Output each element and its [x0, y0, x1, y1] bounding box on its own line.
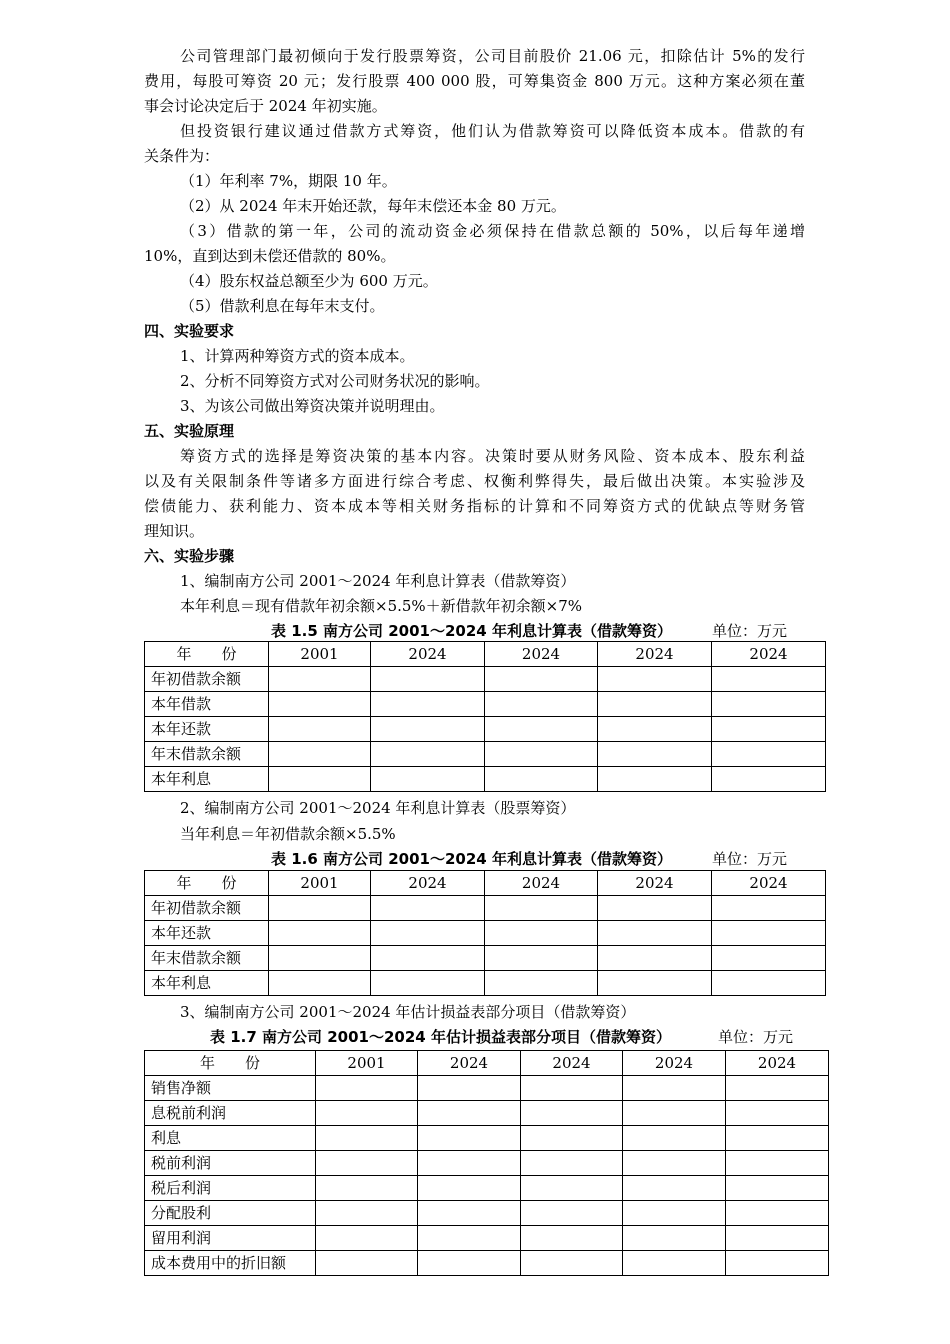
interest-table-stock [144, 870, 826, 996]
table-cell[interactable] [623, 1251, 726, 1276]
table-cell[interactable] [371, 767, 485, 792]
row-label: 税前利润 [145, 1151, 316, 1176]
table-cell[interactable] [485, 767, 598, 792]
table-cell[interactable] [521, 1101, 623, 1126]
table-row [145, 1151, 829, 1176]
header-cell: 2001 [269, 871, 371, 896]
table-cell[interactable] [726, 1201, 829, 1226]
table-cell[interactable] [521, 1226, 623, 1251]
table-cell[interactable] [371, 921, 485, 946]
table-cell[interactable] [269, 667, 371, 692]
table-cell[interactable] [418, 1201, 521, 1226]
table-cell[interactable] [485, 971, 598, 996]
table-cell[interactable] [598, 717, 712, 742]
requirement-item: 2、分析不同筹资方式对公司财务状况的影响。 [180, 372, 490, 390]
condition-item: （3）借款的第一年，公司的流动资金必须保持在借款总额的 50%，以后每年递增 [180, 222, 805, 240]
table-cell[interactable] [316, 1251, 418, 1276]
header-cell: 2024 [623, 1051, 726, 1076]
row-label: 成本费用中的折旧额 [145, 1251, 316, 1276]
table-cell[interactable] [418, 1151, 521, 1176]
section-heading: 六、实验步骤 [144, 547, 235, 565]
header-cell: 2024 [712, 871, 826, 896]
header-cell: 2024 [521, 1051, 623, 1076]
paragraph-line: 事会讨论决定后于 2024 年初实施。 [144, 97, 387, 115]
principle-line: 偿债能力、获利能力、资本成本等相关财务指标的计算和不同筹资方式的优缺点等财务管 [144, 497, 805, 515]
row-label: 税后利润 [145, 1176, 316, 1201]
row-label: 本年还款 [145, 717, 269, 742]
header-cell: 2024 [485, 871, 598, 896]
requirement-item: 1、计算两种筹资方式的资本成本。 [180, 347, 415, 365]
header-cell: 年 份 [145, 642, 269, 667]
table-row [145, 1201, 829, 1226]
header-cell: 2024 [598, 871, 712, 896]
row-label: 息税前利润 [145, 1101, 316, 1126]
row-label: 本年利息 [145, 767, 269, 792]
header-cell: 2024 [371, 871, 485, 896]
table-cell[interactable] [726, 1101, 829, 1126]
header-cell: 年 份 [145, 1051, 316, 1076]
paragraph-line: 但投资银行建议通过借款方式筹资，他们认为借款筹资可以降低资本成本。借款的有 [180, 122, 805, 140]
table-cell[interactable] [521, 1076, 623, 1101]
table-cell[interactable] [485, 896, 598, 921]
table-row [145, 1076, 829, 1101]
table-caption: 表 1.5 南方公司 2001～2024 年利息计算表（借款筹资） [271, 622, 672, 640]
row-label: 利息 [145, 1126, 316, 1151]
table-cell[interactable] [316, 1126, 418, 1151]
table-cell[interactable] [623, 1076, 726, 1101]
condition-item: 10%，直到达到未偿还借款的 80%。 [144, 247, 396, 265]
table-cell[interactable] [726, 1151, 829, 1176]
row-label: 本年借款 [145, 692, 269, 717]
table-cell[interactable] [269, 921, 371, 946]
table-cell[interactable] [485, 692, 598, 717]
condition-item: （2）从 2024 年末开始还款，每年末偿还本金 80 万元。 [180, 197, 566, 215]
table-row [145, 946, 826, 971]
table-cell[interactable] [623, 1151, 726, 1176]
table-row [145, 1126, 829, 1151]
table-cell[interactable] [598, 896, 712, 921]
table-cell[interactable] [269, 946, 371, 971]
row-label: 本年利息 [145, 971, 269, 996]
table-cell[interactable] [418, 1101, 521, 1126]
table-cell[interactable] [623, 1126, 726, 1151]
table-row [145, 692, 826, 717]
table-row [145, 717, 826, 742]
header-cell: 2024 [485, 642, 598, 667]
header-cell: 2024 [418, 1051, 521, 1076]
table-cell[interactable] [269, 971, 371, 996]
table-row [145, 1226, 829, 1251]
table-cell[interactable] [371, 971, 485, 996]
table-cell[interactable] [726, 1251, 829, 1276]
table-cell[interactable] [521, 1151, 623, 1176]
table-cell[interactable] [598, 946, 712, 971]
header-cell: 2001 [316, 1051, 418, 1076]
paragraph-line: 关条件为： [144, 147, 220, 165]
table-cell[interactable] [316, 1176, 418, 1201]
table-cell[interactable] [598, 692, 712, 717]
header-cell: 2024 [371, 642, 485, 667]
header-cell: 2001 [269, 642, 371, 667]
table-cell[interactable] [623, 1201, 726, 1226]
row-label: 年初借款余额 [145, 667, 269, 692]
table-cell[interactable] [269, 767, 371, 792]
condition-item: （5）借款利息在每年末支付。 [180, 297, 385, 315]
table-cell[interactable] [485, 742, 598, 767]
table-cell[interactable] [598, 921, 712, 946]
section-heading: 五、实验原理 [144, 422, 235, 440]
table-cell[interactable] [712, 921, 826, 946]
table-unit: 单位：万元 [712, 850, 788, 868]
table-cell[interactable] [726, 1126, 829, 1151]
table-cell[interactable] [726, 1176, 829, 1201]
table-cell[interactable] [623, 1226, 726, 1251]
step-item: 3、编制南方公司 2001～2024 年估计损益表部分项目（借款筹资） [180, 1003, 636, 1021]
table-header-row [145, 1051, 829, 1076]
table-cell[interactable] [712, 717, 826, 742]
table-header-row [145, 642, 826, 667]
table-cell[interactable] [521, 1126, 623, 1151]
paragraph-line: 公司管理部门最初倾向于发行股票筹资，公司目前股价 21.06 元，扣除估计 5%的发行 [180, 47, 805, 65]
header-cell: 2024 [726, 1051, 829, 1076]
table-unit: 单位：万元 [712, 622, 788, 640]
section-heading: 四、实验要求 [144, 322, 235, 340]
table-cell[interactable] [269, 717, 371, 742]
table-caption: 表 1.7 南方公司 2001～2024 年估计损益表部分项目（借款筹资） [210, 1028, 671, 1046]
row-label: 年末借款余额 [145, 946, 269, 971]
row-label: 分配股利 [145, 1201, 316, 1226]
table-row [145, 742, 826, 767]
table-row [145, 1251, 829, 1276]
table-cell[interactable] [712, 946, 826, 971]
table-header-row [145, 871, 826, 896]
principle-line: 以及有关限制条件等诸多方面进行综合考虑、权衡利弊得失，最后做出决策。本实验涉及 [144, 472, 805, 490]
table-cell[interactable] [371, 717, 485, 742]
table-row [145, 1176, 829, 1201]
table-cell[interactable] [598, 667, 712, 692]
table-cell[interactable] [269, 692, 371, 717]
table-unit: 单位：万元 [718, 1028, 794, 1046]
table-cell[interactable] [521, 1176, 623, 1201]
table-cell[interactable] [418, 1226, 521, 1251]
table-cell[interactable] [712, 767, 826, 792]
step-item: 2、编制南方公司 2001～2024 年利息计算表（股票筹资） [180, 799, 576, 817]
table-cell[interactable] [485, 717, 598, 742]
table-row [145, 896, 826, 921]
table-caption: 表 1.6 南方公司 2001～2024 年利息计算表（借款筹资） [271, 850, 672, 868]
row-label: 年末借款余额 [145, 742, 269, 767]
table-cell[interactable] [712, 971, 826, 996]
table-cell[interactable] [316, 1201, 418, 1226]
formula-line: 当年利息＝年初借款余额×5.5% [180, 825, 396, 843]
table-cell[interactable] [418, 1126, 521, 1151]
table-cell[interactable] [371, 742, 485, 767]
table-cell[interactable] [521, 1201, 623, 1226]
table-cell[interactable] [598, 971, 712, 996]
requirement-item: 3、为该公司做出筹资决策并说明理由。 [180, 397, 445, 415]
row-label: 留用利润 [145, 1226, 316, 1251]
header-cell: 2024 [598, 642, 712, 667]
table-row [145, 1101, 829, 1126]
row-label: 本年还款 [145, 921, 269, 946]
table-cell[interactable] [712, 896, 826, 921]
row-label: 年初借款余额 [145, 896, 269, 921]
table-cell[interactable] [316, 1101, 418, 1126]
table-cell[interactable] [712, 692, 826, 717]
table-cell[interactable] [712, 667, 826, 692]
table-cell[interactable] [371, 946, 485, 971]
table-cell[interactable] [371, 667, 485, 692]
table-cell[interactable] [712, 742, 826, 767]
principle-line: 理知识。 [144, 522, 205, 540]
table-cell[interactable] [623, 1101, 726, 1126]
table-cell[interactable] [269, 896, 371, 921]
principle-line: 筹资方式的选择是筹资决策的基本内容。决策时要从财务风险、资本成本、股东利益 [180, 447, 805, 465]
interest-table-loan [144, 641, 826, 792]
table-cell[interactable] [371, 896, 485, 921]
table-cell[interactable] [485, 667, 598, 692]
table-row [145, 971, 826, 996]
table-cell[interactable] [418, 1076, 521, 1101]
condition-item: （4）股东权益总额至少为 600 万元。 [180, 272, 438, 290]
step-item: 1、编制南方公司 2001～2024 年利息计算表（借款筹资） [180, 572, 576, 590]
table-cell[interactable] [371, 692, 485, 717]
condition-item: （1）年利率 7%，期限 10 年。 [180, 172, 397, 190]
table-row [145, 767, 826, 792]
table-cell[interactable] [269, 742, 371, 767]
table-cell[interactable] [623, 1176, 726, 1201]
table-cell[interactable] [485, 946, 598, 971]
table-cell[interactable] [316, 1076, 418, 1101]
row-label: 销售净额 [145, 1076, 316, 1101]
formula-line: 本年利息＝现有借款年初余额×5.5%＋新借款年初余额×7% [180, 597, 583, 615]
table-cell[interactable] [726, 1226, 829, 1251]
table-cell[interactable] [598, 742, 712, 767]
table-cell[interactable] [418, 1251, 521, 1276]
table-cell[interactable] [521, 1251, 623, 1276]
table-row [145, 921, 826, 946]
table-cell[interactable] [418, 1176, 521, 1201]
paragraph-line: 费用，每股可筹资 20 元；发行股票 400 000 股，可筹集资金 800 万元。这种方案必须在董 [144, 72, 805, 90]
header-cell: 年 份 [145, 871, 269, 896]
table-cell[interactable] [485, 921, 598, 946]
table-row [145, 667, 826, 692]
table-cell[interactable] [598, 767, 712, 792]
table-cell[interactable] [316, 1226, 418, 1251]
header-cell: 2024 [712, 642, 826, 667]
income-statement-table [144, 1050, 829, 1276]
table-cell[interactable] [726, 1076, 829, 1101]
table-cell[interactable] [316, 1151, 418, 1176]
